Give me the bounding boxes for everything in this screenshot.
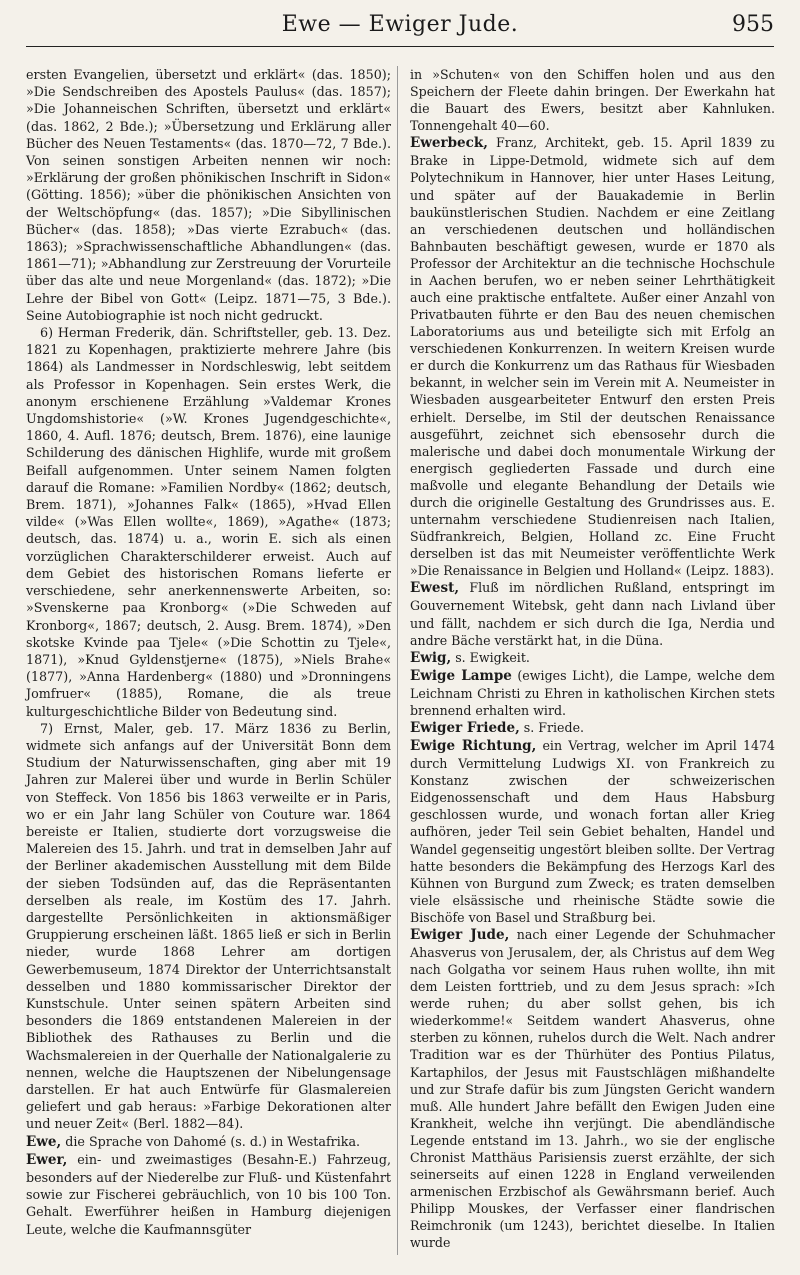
column-divider: [397, 66, 398, 1255]
running-title: Ewe — Ewiger Jude.: [281, 12, 519, 37]
entry-text: s. Ewigkeit.: [451, 649, 530, 665]
entry-paragraph: [410, 134, 775, 579]
entry-text: Fluß im nördlichen Rußland, entspringt im Gouvernement Witebsk, geht dann nach Livland über und fällt, nachdem er sich durch die Iga, Nerdia und andre Bäche verstärkt hat, in die Düna.: [410, 580, 775, 648]
entry-paragraph: [410, 579, 775, 648]
entry-headword: Ewig,: [410, 649, 452, 666]
left-column: [26, 66, 391, 1238]
entry-paragraph: [410, 66, 775, 134]
entry-paragraph: [410, 737, 775, 926]
entry-text: ersten Evangelien, übersetzt und erklärt« (das. 1850); »Die Sendschreiben des Apostels Paulus« (das. 1857); »Die Johanneischen Schriften, übersetzt und erklärt« (das. 1862, 2 Bde.); »Übersetzung und Erklärung aller Bücher des Neuen Testaments« (das. 1870—72, 7 Bde.). Von seinen sonstigen Arbeiten nennen wir noch: »Erklärung der großen phönikischen Inschrift in Sidon« (Götting. 1856); »über die phönikischen Ansichten von der Weltschöpfung« (das. 1857); »Die Sibyllinischen Bücher« (das. 1858); »Das vierte Ezrabuch« (das. 1863); »Sprachwissenschaftliche Abhandlungen« (das. 1861—71); »Abhandlung zur Zerstreuung der Vorurteile über das alte und neue Morgenland« (das. 1872); »Die Lehre der Bibel von Gott« (Leipz. 1871—75, 3 Bde.). Seine Autobiographie ist noch nicht gedruckt.: [26, 67, 391, 323]
entry-headword: Ewe,: [26, 1133, 62, 1150]
right-column: [410, 66, 775, 1251]
entry-text: s. Friede.: [519, 719, 585, 735]
entry-text: ein Vertrag, welcher im April 1474 durch Vermittelung Ludwigs XI. von Frankreich zu Konstanz zwischen der schweizerischen Eidgenossenschaft und dem Haus Habsburg geschlossen wurde, und wonach fortan aller Krieg aufhören, jeder Teil sein Gebiet behalten, Handel und Wandel gegenseitig ungestört bleiben sollte. Der Vertrag hatte besonders die Bekämpfung des Herzogs Karl des Kühnen von Burgund zum Zweck; es traten demselben viele elsässische und rheinische Städte sowie die Bischöfe von Basel und Straßburg bei.: [410, 738, 775, 925]
entry-text: in »Schuten« von den Schiffen holen und aus den Speichern der Fleete dahin bringen. Der Ewerkahn hat die Bauart des Ewers, besitzt aber Kahnluken. Tonnengehalt 40—60.: [410, 67, 775, 134]
entry-paragraph: [26, 66, 391, 324]
entry-headword: Ewige Richtung,: [410, 738, 537, 755]
entry-paragraph: [26, 324, 391, 720]
entry-text: 6) Herman Frederik, dän. Schriftsteller, geb. 13. Dez. 1821 zu Kopenhagen, praktizierte mehrere Jahre (bis 1864) als Landmesser in Nordschleswig, lebt seitdem als Professor in Kopenhagen. Sein erstes Werk, die anonym erschienene Erzählung »Valdemar Krones Ungdomshistorie« (»W. Krones Jugendgeschichte«, 1860, 4. Aufl. 1876; deutsch, Brem. 1876), eine launige Schilderung des dänischen Highlife, wurde mit großem Beifall aufgenommen. Unter seinem Namen folgten darauf die Romane: »Familien Nordby« (1862; deutsch, Brem. 1871), »Johannes Falk« (1865), »Hvad Ellen vilde« (»Was Ellen wollte«, 1869), »Agathe« (1873; deutsch, das. 1874) u. a., worin E. sich als einen vorzüglichen Charakterschilderer erweist. Auch auf dem Gebiet des historischen Romans lieferte er verschiedene, sehr anerkennenswerte Arbeiten, so: »Svenskerne paa Kronborg« (»Die Schweden auf Kronborg«, 1867; deutsch, 2. Ausg. Brem. 1874), »Den skotske Kvinde paa Tjele« (»Die Schottin zu Tjele«, 1871), »Knud Gyldenstjerne« (1875), »Niels Brahe« (1877), »Anna Hardenberg« (1880) und »Dronningens Jomfruer« (1885), Romane, die als treue kulturgeschichtliche Bilder von Bedeutung sind.: [26, 325, 391, 719]
entry-paragraph: [410, 649, 775, 667]
entry-text: (ewiges Licht), die Lampe, welche dem Leichnam Christi zu Ehren in katholischen Kirchen stets brennend erhalten wird.: [410, 667, 775, 718]
entry-text: Franz, Architekt, geb. 15. April 1839 zu Brake in Lippe-Detmold, widmete sich auf dem Polytechnikum in Hannover, hier unter Hases Leitung, und später auf der Bauakademie in Berlin baukünstlerischen Studien. Nachdem er eine Zeitlang an verschiedenen deutschen und holländischen Bahnbauten beschäftigt gewesen, wurde er 1870 als Professor der Architektur an die technische Hochschule in Aachen berufen, wo er neben seiner Lehrthätigkeit auch eine praktische entfaltete. Außer einer Anzahl von Privatbauten führte er den Bau des neuen chemischen Laboratoriums aus und beteiligte sich mit Erfolg an verschiedenen Konkurrenzen. In weitern Kreisen wurde er durch die Konkurrenz um das Rathaus für Wiesbaden bekannt, in welcher sein im Verein mit A. Neumeister in Wiesbaden ausgearbeiteter Entwurf den ersten Preis erhielt. Derselbe, im Stil der deutschen Renaissance ausgeführt, zeichnet sich ebensosehr durch die malerische und dabei doch monumentale Wirkung der energisch gegliederten Fassade und durch eine maßvolle und elegante Behandlung der Details wie durch die originelle Gestaltung des Grundrisses aus. E. unternahm verschiedene Studienreisen nach Italien, Südfrankreich, Belgien, Holland zc. Eine Frucht derselben ist das mit Neumeister veröffentlichte Werk »Die Renaissance in Belgien und Holland« (Leipz. 1883).: [410, 135, 775, 579]
entry-text: ein- und zweimastiges (Besahn-E.) Fahrzeug, besonders auf der Niederelbe zur Fluß- und Küstenfahrt sowie zur Fischerei gebräuchlich, von 10 bis 100 Ton. Gehalt. Ewerführer heißen in Hamburg diejenigen Leute, welche die Kaufmannsgüter: [26, 1151, 391, 1237]
entry-text: die Sprache von Dahomé (s. d.) in Westafrika.: [61, 1133, 361, 1149]
entry-headword: Ewiger Jude,: [410, 926, 510, 943]
entry-paragraph: [26, 1151, 391, 1238]
entry-headword: Ewest,: [410, 580, 460, 597]
entry-paragraph: [410, 926, 775, 1251]
page-number: 955: [732, 12, 774, 37]
entry-paragraph: [26, 720, 391, 1133]
entry-text: nach einer Legende der Schuhmacher Ahasverus von Jerusalem, der, als Christus auf dem Weg nach Golgatha vor seinem Haus ruhen wollte, ihn mit dem Leisten forttrieb, und zu dem Jesus sprach: »Ich werde ruhen; du aber sollst gehen, bis ich wiederkomme!« Seitdem wandert Ahasverus, ohne sterben zu können, ruhelos durch die Welt. Nach andrer Tradition war es der Thürhüter des Pontius Pilatus, Kartaphilos, der Jesus mit Faustschlägen mißhandelte und zur Strafe dafür bis zum Jüngsten Gericht wandern muß. Alle hundert Jahre befällt den Ewigen Juden eine Krankheit, welche ihn verjüngt. Die abendländische Legende entstand im 13. Jahrh., wo sie der englische Chronist Matthäus Parisiensis zuerst erzählte, der sich seinerseits auf einen 1228 in England verweilenden armenischen Erzbischof als Gewährsmann berief. Auch Philipp Mouskes, der Verfasser einer flandrischen Reimchronik (um 1243), berichtet dieselbe. In Italien wurde: [410, 926, 775, 1251]
entry-paragraph: [410, 667, 775, 719]
entry-paragraph: [26, 1133, 391, 1151]
entry-text: 7) Ernst, Maler, geb. 17. März 1836 zu Berlin, widmete sich anfangs auf der Universität Bonn dem Studium der Naturwissenschaften, ging aber mit 19 Jahren zur Malerei über und wurde in Berlin Schüler von Steffeck. Von 1856 bis 1863 verweilte er in Paris, wo er ein Jahr lang Schüler von Couture war. 1864 bereiste er Italien, studierte dort vorzugsweise die Malereien des 15. Jahrh. und trat in demselben Jahr auf der Berliner akademischen Ausstellung mit dem Bilde der sieben Todsünden auf, das die Repräsentanten derselben als reale, im Kostüm des 17. Jahrh. dargestellte Persönlichkeiten in aktionsmäßiger Gruppierung erscheinen läßt. 1865 ließ er sich in Berlin nieder, wurde 1868 Lehrer am dortigen Gewerbemuseum, 1874 Direktor der Unterrichtsanstalt desselben und 1880 kommissarischer Direktor der Kunstschule. Unter seinen spätern Arbeiten sind besonders die 1869 entstandenen Malereien in der Bibliothek des Rathauses zu Berlin und die Wachsmalereien in der Querhalle der Nationalgalerie zu nennen, welche die Hauptszenen der Nibelungensage darstellen. Er hat auch Entwürfe für Glasmalereien geliefert und gab heraus: »Farbige Dekorationen alter und neuer Zeit« (Berl. 1882—84).: [26, 720, 391, 1132]
entry-paragraph: [410, 719, 775, 737]
entry-headword: Ewerbeck,: [410, 135, 488, 152]
entry-headword: Ewiger Friede,: [410, 719, 520, 736]
entry-headword: Ewer,: [26, 1151, 68, 1168]
page-header: [26, 8, 774, 47]
entry-headword: Ewige Lampe: [410, 667, 512, 684]
